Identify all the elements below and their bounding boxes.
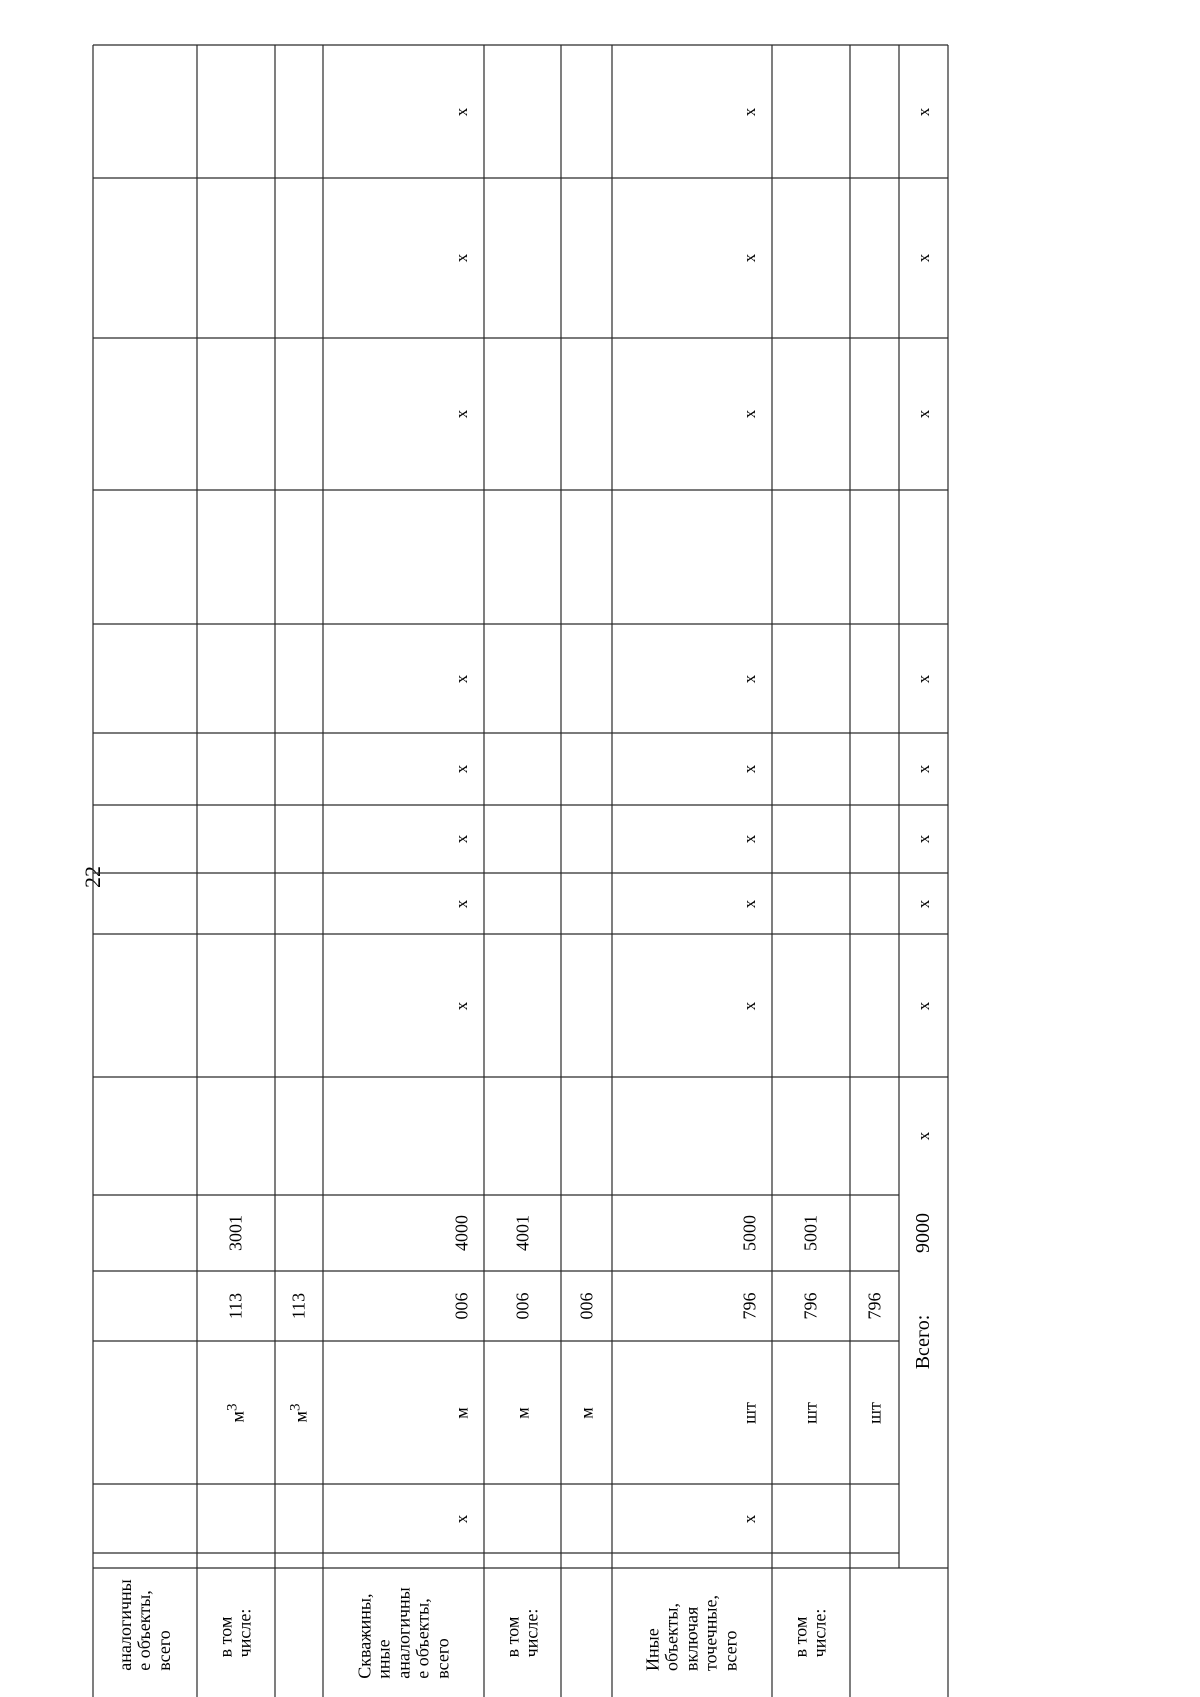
okei-code-cell: 796 [863,1292,884,1320]
total-label: Всего: [911,1314,934,1370]
row-label: аналогичны е объекты, всего [114,1579,174,1671]
cross-mark: х [913,409,933,419]
unit-cell: $м^3$ [287,1403,311,1422]
total-line-code: 9000 [911,1213,934,1253]
cross-mark: х [913,107,933,116]
cross-mark: х [739,834,759,844]
cross-mark: х [451,1001,471,1010]
cross-mark: х [739,1514,759,1523]
unit-cell: м [451,1406,472,1419]
unit-cell: шт [739,1401,760,1424]
cross-mark: х [913,899,933,908]
cross-mark: х [451,253,471,263]
cross-mark: х [913,674,933,683]
row-label: в том числе: [215,1608,255,1657]
okei-code-cell: 113 [225,1292,246,1320]
line-code-cell: 4000 [451,1215,472,1251]
cross-mark: х [739,409,759,419]
cross-mark: х [913,1001,933,1010]
cross-mark: х [451,764,471,774]
cross-mark: х [739,107,759,116]
cross-mark: х [739,674,759,683]
cross-mark: х [451,409,471,419]
unit-cell: $м^3$ [224,1403,248,1422]
cross-mark: х [451,899,471,908]
line-code-cell: 5000 [739,1215,760,1251]
cross-mark: х [913,1131,933,1141]
cross-mark: х [739,764,759,774]
cross-mark: х [451,1514,471,1523]
cross-mark: х [913,253,933,263]
okei-code-cell: 006 [511,1292,532,1320]
cross-mark: х [451,674,471,683]
cross-mark: х [451,834,471,844]
unit-cell: шт [863,1401,884,1424]
unit-cell: шт [800,1401,821,1424]
row-label: Скважины, иные аналогичны е объекты, всего [353,1586,452,1679]
okei-code-cell: 113 [288,1292,309,1320]
okei-code-cell: 006 [575,1292,596,1320]
row-label: в том числе: [502,1608,542,1657]
line-code-cell: 3001 [225,1215,246,1251]
okei-code-cell: 796 [739,1292,760,1320]
cross-mark: х [913,834,933,844]
cross-mark: х [739,1001,759,1010]
line-code-cell: 4001 [511,1215,532,1251]
cross-mark: х [739,899,759,908]
line-code-cell: 5001 [800,1215,821,1251]
cross-mark: х [739,253,759,263]
cross-mark: х [451,107,471,116]
unit-cell: м [511,1406,532,1419]
page-number: 22 [80,866,105,888]
row-label: Иные объекты, включая точечные, всего [642,1594,741,1671]
cross-mark: х [913,764,933,774]
unit-cell: м [575,1406,596,1419]
okei-code-cell: 796 [800,1292,821,1320]
okei-code-cell: 006 [451,1292,472,1320]
row-label: в том числе: [790,1608,830,1657]
